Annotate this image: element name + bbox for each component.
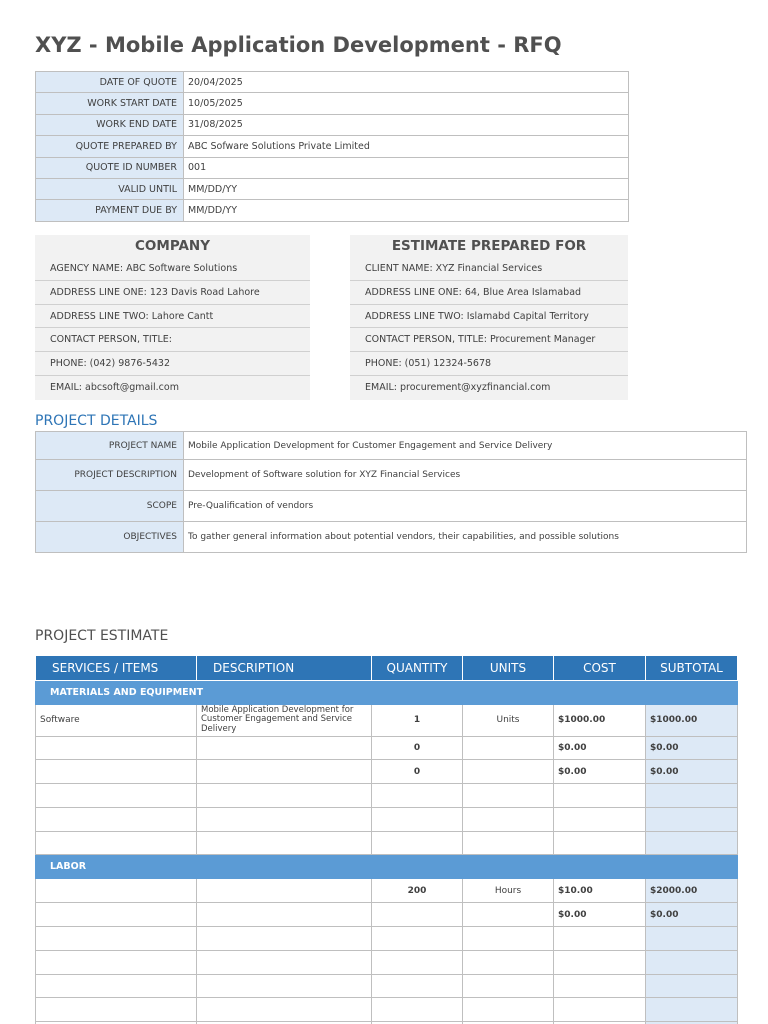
estimate-row — [36, 736, 738, 760]
estimate-for-heading: ESTIMATE PREPARED FOR — [391, 238, 587, 254]
cost-cell[interactable]: $1000.00 — [554, 704, 646, 736]
client-address-two[interactable]: ADDRESS LINE TWO: Islamabd Capital Territory — [350, 305, 628, 329]
quantity-cell[interactable] — [372, 950, 463, 974]
item-cell[interactable] — [36, 831, 197, 855]
item-cell[interactable] — [36, 903, 197, 927]
column-header-subtotal: SUBTOTAL — [646, 656, 738, 680]
description-cell[interactable] — [197, 807, 372, 831]
quote-row-date — [36, 72, 629, 93]
subtotal-cell[interactable] — [646, 784, 738, 808]
subtotal-cell[interactable]: $2000.00 — [646, 879, 738, 903]
cost-cell[interactable] — [554, 807, 646, 831]
project-estimate-heading: PROJECT ESTIMATE — [35, 628, 169, 644]
quantity-cell[interactable]: 0 — [372, 736, 463, 760]
quantity-cell[interactable] — [372, 927, 463, 951]
units-cell[interactable] — [463, 784, 554, 808]
quote-label: DATE OF QUOTE — [36, 72, 184, 93]
quantity-cell[interactable]: 1 — [372, 704, 463, 736]
quantity-cell[interactable] — [372, 807, 463, 831]
units-cell[interactable] — [463, 950, 554, 974]
details-row-objectives — [36, 522, 747, 553]
subtotal-cell[interactable] — [646, 974, 738, 998]
item-cell[interactable] — [36, 760, 197, 784]
column-header-units: UNITS — [463, 656, 554, 680]
quote-label: PAYMENT DUE BY — [36, 200, 184, 221]
subtotal-cell[interactable] — [646, 831, 738, 855]
cost-cell[interactable] — [554, 784, 646, 808]
quote-value[interactable]: 20/04/2025 — [184, 72, 629, 93]
units-cell[interactable]: Hours — [463, 879, 554, 903]
cost-cell[interactable]: $10.00 — [554, 879, 646, 903]
details-row-name — [36, 432, 747, 460]
quote-value[interactable]: ABC Sofware Solutions Private Limited — [184, 136, 629, 157]
details-label: OBJECTIVES — [36, 522, 184, 553]
quote-label: WORK END DATE — [36, 114, 184, 135]
quantity-cell[interactable] — [372, 998, 463, 1022]
quote-label: QUOTE ID NUMBER — [36, 157, 184, 178]
estimate-row — [36, 903, 738, 927]
company-agency-name[interactable]: AGENCY NAME: ABC Software Solutions — [35, 257, 310, 281]
item-cell[interactable] — [36, 736, 197, 760]
quote-row-end — [36, 114, 629, 135]
client-email[interactable]: EMAIL: procurement@xyzfinancial.com — [365, 381, 551, 393]
quote-label: QUOTE PREPARED BY — [36, 136, 184, 157]
client-contact[interactable]: CONTACT PERSON, TITLE: Procurement Manager — [350, 328, 628, 352]
quote-row-valid — [36, 178, 629, 199]
item-cell[interactable] — [36, 784, 197, 808]
details-label: PROJECT DESCRIPTION — [36, 460, 184, 491]
cost-cell[interactable]: $0.00 — [554, 903, 646, 927]
subtotal-cell[interactable]: $0.00 — [646, 760, 738, 784]
quote-label: VALID UNTIL — [36, 178, 184, 199]
details-value[interactable]: Pre-Qualification of vendors — [184, 491, 747, 522]
item-cell[interactable] — [36, 998, 197, 1022]
cost-cell[interactable] — [554, 974, 646, 998]
subtotal-cell[interactable] — [646, 807, 738, 831]
quantity-cell[interactable] — [372, 831, 463, 855]
item-cell[interactable] — [36, 974, 197, 998]
cost-cell[interactable]: $0.00 — [554, 736, 646, 760]
details-row-description — [36, 460, 747, 491]
estimate-body — [36, 680, 738, 1024]
details-label: SCOPE — [36, 491, 184, 522]
units-cell[interactable] — [463, 927, 554, 951]
units-cell[interactable] — [463, 974, 554, 998]
details-value[interactable]: Development of Software solution for XYZ Financial Services — [184, 460, 747, 491]
item-cell[interactable] — [36, 927, 197, 951]
company-contact[interactable]: CONTACT PERSON, TITLE: — [35, 328, 310, 352]
quote-label: WORK START DATE — [36, 93, 184, 114]
category-row — [36, 680, 738, 704]
subtotal-cell[interactable] — [646, 998, 738, 1022]
quote-info-table — [35, 71, 629, 222]
subtotal-cell[interactable]: $0.00 — [646, 736, 738, 760]
units-cell[interactable] — [463, 736, 554, 760]
description-cell[interactable] — [197, 903, 372, 927]
quantity-cell[interactable]: 200 — [372, 879, 463, 903]
project-details-table — [35, 431, 747, 553]
quote-row-start — [36, 93, 629, 114]
subtotal-cell[interactable]: $0.00 — [646, 903, 738, 927]
company-address-one[interactable]: ADDRESS LINE ONE: 123 Davis Road Lahore — [35, 281, 310, 305]
company-address-two[interactable]: ADDRESS LINE TWO: Lahore Cantt — [35, 305, 310, 329]
cost-cell[interactable] — [554, 831, 646, 855]
client-phone[interactable]: PHONE: (051) 12324-5678 — [350, 352, 628, 376]
estimate-for-block — [350, 235, 628, 400]
description-cell[interactable]: Mobile Application Development for Customer Engagement and Service Delivery — [197, 704, 372, 736]
estimate-row — [36, 998, 738, 1022]
quote-value[interactable]: 001 — [184, 157, 629, 178]
item-cell[interactable] — [36, 950, 197, 974]
description-cell[interactable] — [197, 831, 372, 855]
company-phone[interactable]: PHONE: (042) 9876-5432 — [35, 352, 310, 376]
cost-cell[interactable] — [554, 950, 646, 974]
company-email[interactable]: EMAIL: abcsoft@gmail.com — [50, 381, 179, 393]
quote-value[interactable]: 31/08/2025 — [184, 114, 629, 135]
details-value[interactable]: Mobile Application Development for Customer Engagement and Service Delivery — [184, 432, 747, 460]
description-cell[interactable] — [197, 760, 372, 784]
quote-value[interactable]: 10/05/2025 — [184, 93, 629, 114]
document-title: XYZ - Mobile Application Development - RFQ — [35, 33, 562, 57]
units-cell[interactable] — [463, 760, 554, 784]
units-cell[interactable] — [463, 998, 554, 1022]
quote-value[interactable]: MM/DD/YY — [184, 178, 629, 199]
details-label: PROJECT NAME — [36, 432, 184, 460]
company-heading: COMPANY — [135, 238, 210, 254]
estimate-header-row — [36, 656, 738, 680]
description-cell[interactable] — [197, 927, 372, 951]
project-estimate-table — [35, 656, 738, 1024]
subtotal-cell[interactable] — [646, 927, 738, 951]
description-cell[interactable] — [197, 736, 372, 760]
estimate-row — [36, 807, 738, 831]
cost-cell[interactable] — [554, 998, 646, 1022]
client-address-one[interactable]: ADDRESS LINE ONE: 64, Blue Area Islamabad — [350, 281, 628, 305]
quote-row-payment — [36, 200, 629, 221]
estimate-row — [36, 784, 738, 808]
subtotal-cell[interactable]: $1000.00 — [646, 704, 738, 736]
subtotal-cell[interactable] — [646, 950, 738, 974]
description-cell[interactable] — [197, 998, 372, 1022]
cost-cell[interactable]: $0.00 — [554, 760, 646, 784]
item-cell[interactable] — [36, 879, 197, 903]
quantity-cell[interactable] — [372, 974, 463, 998]
estimate-row — [36, 950, 738, 974]
company-block — [35, 235, 310, 400]
cost-cell[interactable] — [554, 927, 646, 951]
item-cell[interactable] — [36, 807, 197, 831]
estimate-row — [36, 760, 738, 784]
column-header-cost: COST — [554, 656, 646, 680]
description-cell[interactable] — [197, 879, 372, 903]
quote-value[interactable]: MM/DD/YY — [184, 200, 629, 221]
description-cell[interactable] — [197, 950, 372, 974]
quote-row-id — [36, 157, 629, 178]
details-value[interactable]: To gather general information about potential vendors, their capabilities, and possible solutions — [184, 522, 747, 553]
item-cell[interactable]: Software — [36, 704, 197, 736]
quantity-cell[interactable] — [372, 784, 463, 808]
quantity-cell[interactable]: 0 — [372, 760, 463, 784]
units-cell[interactable] — [463, 807, 554, 831]
category-label: MATERIALS AND EQUIPMENT — [36, 680, 738, 704]
column-header-quantity: QUANTITY — [372, 656, 463, 680]
estimate-row — [36, 704, 738, 736]
description-cell[interactable] — [197, 974, 372, 998]
estimate-row — [36, 927, 738, 951]
estimate-row — [36, 879, 738, 903]
project-details-heading: PROJECT DETAILS — [35, 413, 158, 429]
details-row-scope — [36, 491, 747, 522]
column-header-items: SERVICES / ITEMS — [36, 656, 197, 680]
client-name[interactable]: CLIENT NAME: XYZ Financial Services — [350, 257, 628, 281]
category-row — [36, 855, 738, 879]
estimate-row — [36, 831, 738, 855]
units-cell[interactable] — [463, 903, 554, 927]
column-header-description: DESCRIPTION — [197, 656, 372, 680]
quantity-cell[interactable] — [372, 903, 463, 927]
quote-row-prepared-by — [36, 136, 629, 157]
category-label: LABOR — [36, 855, 738, 879]
estimate-row — [36, 974, 738, 998]
description-cell[interactable] — [197, 784, 372, 808]
units-cell[interactable]: Units — [463, 704, 554, 736]
units-cell[interactable] — [463, 831, 554, 855]
